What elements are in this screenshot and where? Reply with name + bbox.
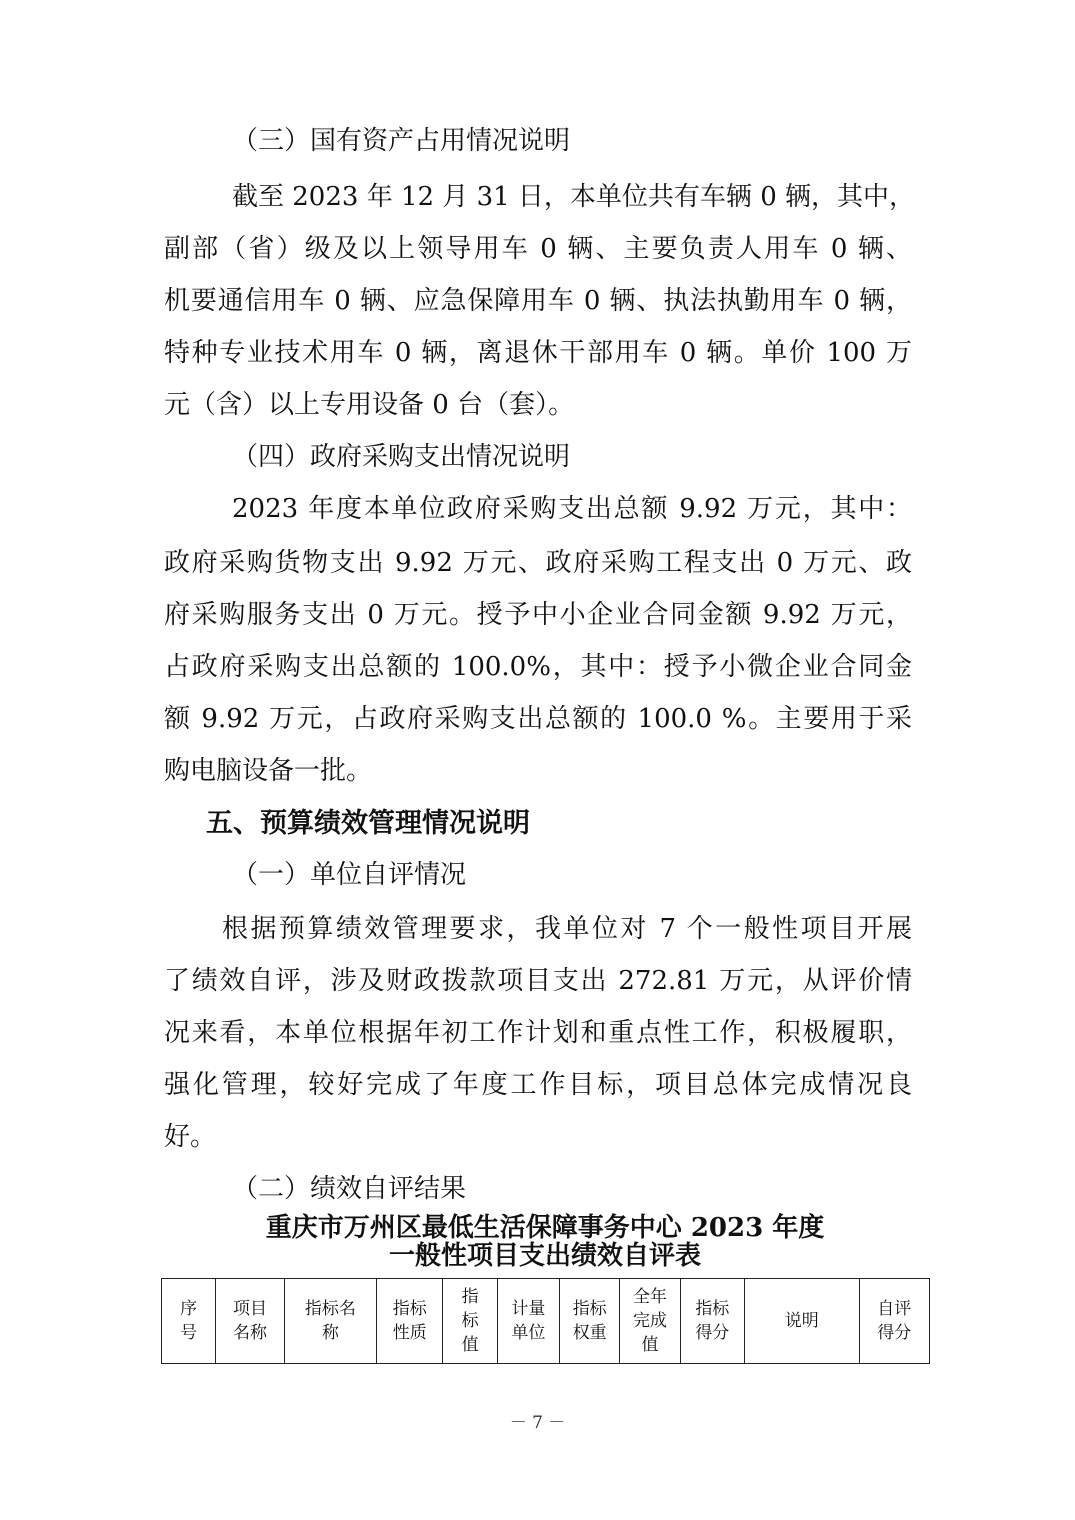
table-header-text: 说明 xyxy=(784,1311,819,1331)
table-header-text: 全年 xyxy=(633,1287,667,1307)
table-header-text: 指标 xyxy=(392,1299,427,1319)
table-header-text: 号 xyxy=(180,1323,198,1343)
table-header-text: 得分 xyxy=(695,1323,730,1343)
table-header-text: 标 xyxy=(461,1311,479,1331)
table-header-text: 名称 xyxy=(232,1323,267,1343)
table-header-text: 序 xyxy=(180,1299,198,1319)
table-header-cell-9 xyxy=(680,1279,744,1364)
section-procurement-heading: （四）政府采购支出情况说明 xyxy=(232,442,571,472)
assets-line-1: 截至 2023 年 12 月 31 日，本单位共有车辆 0 辆，其中， xyxy=(232,182,915,212)
procurement-line-6: 购电脑设备一批。 xyxy=(164,756,373,786)
section-performance-heading: 五、预算绩效管理情况说明 xyxy=(206,808,530,839)
page-number: － 7 － xyxy=(509,1413,566,1433)
assets-line-3: 机要通信用车 0 辆、应急保障用车 0 辆、执法执勤用车 0 辆， xyxy=(164,286,912,316)
section-assets-heading: （三）国有资产占用情况说明 xyxy=(232,126,571,156)
table-header-text: 指标 xyxy=(695,1299,730,1319)
table-header-cell-1 xyxy=(162,1279,216,1364)
table-header-text: 值 xyxy=(641,1335,659,1355)
table-header-row xyxy=(162,1279,930,1364)
table-header-text: 得分 xyxy=(877,1323,912,1343)
table-header-text: 单位 xyxy=(511,1323,546,1343)
self-evaluation-heading: （一）单位自评情况 xyxy=(232,860,467,890)
table-header-text: 权重 xyxy=(572,1323,607,1343)
self-evaluation-line-5: 好。 xyxy=(164,1122,217,1152)
procurement-line-4: 占政府采购支出总额的 100.0%，其中：授予小微企业合同金 xyxy=(164,652,912,682)
table-header-text: 称 xyxy=(321,1323,339,1343)
table-header-cell-7 xyxy=(560,1279,620,1364)
table-header-text: 完成 xyxy=(633,1311,667,1331)
self-evaluation-line-4: 强化管理，较好完成了年度工作目标，项目总体完成情况良 xyxy=(164,1070,912,1100)
table-header-cell-2 xyxy=(216,1279,284,1364)
table-header-cell-8 xyxy=(620,1279,680,1364)
self-evaluation-line-2: 了绩效自评，涉及财政拨款项目支出 272.81 万元，从评价情 xyxy=(164,966,912,996)
table-header-cell-5 xyxy=(443,1279,497,1364)
self-evaluation-line-3: 况来看，本单位根据年初工作计划和重点性工作，积极履职， xyxy=(164,1018,912,1048)
table-header-cell-11 xyxy=(859,1279,929,1364)
table-header-cell-6 xyxy=(497,1279,559,1364)
self-evaluation-line-1: 根据预算绩效管理要求，我单位对 7 个一般性项目开展 xyxy=(222,914,912,944)
assets-line-2: 副部（省）级及以上领导用车 0 辆、主要负责人用车 0 辆、 xyxy=(164,234,912,264)
table-header-text: 性质 xyxy=(392,1323,427,1343)
table-header-text: 指标 xyxy=(572,1299,607,1319)
table-title-line-2: 一般性项目支出绩效自评表 xyxy=(388,1241,701,1271)
evaluation-table xyxy=(161,1278,930,1364)
procurement-line-2: 政府采购货物支出 9.92 万元、政府采购工程支出 0 万元、政 xyxy=(164,548,912,578)
table-header-text: 计量 xyxy=(511,1299,546,1319)
procurement-line-1: 2023 年度本单位政府采购支出总额 9.92 万元，其中： xyxy=(232,494,912,524)
table-header-text: 自评 xyxy=(877,1299,912,1319)
table-header-text: 指 xyxy=(461,1287,479,1307)
procurement-line-5: 额 9.92 万元，占政府采购支出总额的 100.0 %。主要用于采 xyxy=(164,704,912,734)
assets-line-5: 元（含）以上专用设备 0 台（套）。 xyxy=(164,390,575,420)
table-header-cell-3 xyxy=(284,1279,376,1364)
table-header-text: 指标名 xyxy=(304,1299,356,1319)
table-header-cell-4 xyxy=(377,1279,443,1364)
assets-line-4: 特种专业技术用车 0 辆，离退休干部用车 0 辆。单价 100 万 xyxy=(164,338,912,368)
table-header-text: 项目 xyxy=(232,1299,267,1319)
self-evaluation-result-heading: （二）绩效自评结果 xyxy=(232,1174,467,1204)
procurement-line-3: 府采购服务支出 0 万元。授予中小企业合同金额 9.92 万元， xyxy=(164,600,912,630)
table-header-cell-10 xyxy=(744,1279,859,1364)
table-title-line-1: 重庆市万州区最低生活保障事务中心 2023 年度 xyxy=(265,1213,825,1243)
table-header-text: 值 xyxy=(461,1335,479,1355)
